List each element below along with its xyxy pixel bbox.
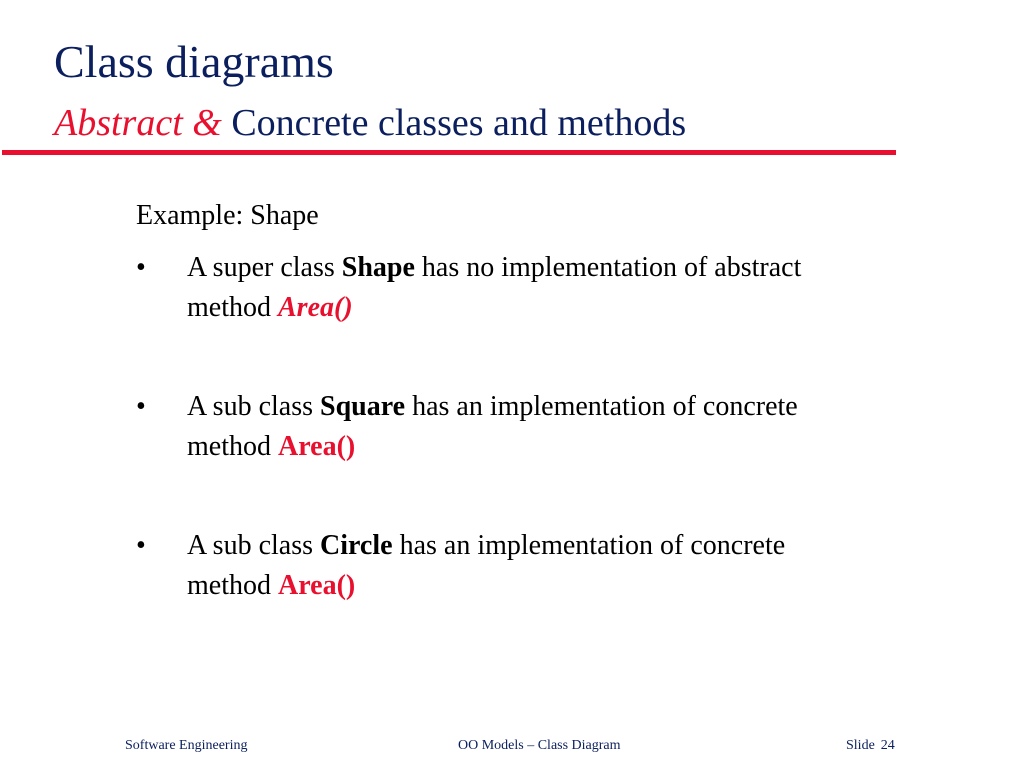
bullet-text-after: has no implementation of abstract: [414, 252, 802, 283]
bullet-text-method-prefix: method: [187, 570, 278, 601]
concrete-method-name: Area(): [278, 570, 356, 601]
bullet-line-2: [187, 427, 957, 467]
concrete-method-name: Area(): [278, 431, 356, 462]
class-name: Square: [320, 391, 406, 422]
bullet-text: [187, 387, 957, 467]
bullet-text-method-prefix: method: [187, 431, 278, 462]
example-label: Example: Shape: [136, 200, 319, 231]
bullet-text-before: A sub class: [187, 391, 320, 422]
footer-course-name: Software Engineering: [125, 738, 248, 753]
slide-subtitle: [54, 100, 686, 146]
bullet-dot: •: [136, 252, 146, 283]
subtitle-abstract-text: Abstract &: [54, 102, 222, 144]
bullet-dot: •: [136, 530, 146, 561]
bullet-line-1: [187, 387, 957, 427]
slide-number: 24: [880, 738, 895, 753]
bullet-dot: •: [136, 391, 146, 422]
abstract-method-name: Area(): [278, 292, 353, 323]
bullet-text-method-prefix: method: [187, 292, 278, 323]
title-underline-rule: [2, 150, 896, 155]
class-name: Shape: [341, 252, 415, 283]
bullet-line-2: [187, 288, 957, 328]
footer-slide-number: [846, 737, 895, 755]
bullet-text-before: A sub class: [187, 530, 320, 561]
footer-topic: OO Models – Class Diagram: [458, 738, 621, 753]
bullet-line-1: [187, 526, 957, 566]
bullet-line-1: [187, 248, 957, 288]
bullet-text: [187, 248, 957, 328]
bullet-line-2: [187, 566, 957, 606]
bullet-text-after: has an implementation of concrete: [405, 391, 798, 422]
slide-label: Slide: [846, 738, 875, 753]
bullet-text-after: has an implementation of concrete: [392, 530, 786, 561]
class-name: Circle: [320, 530, 393, 561]
bullet-text-before: A super class: [187, 252, 342, 283]
subtitle-concrete-text: Concrete classes and methods: [231, 102, 687, 144]
bullet-text: [187, 526, 957, 606]
slide-title: Class diagrams: [54, 36, 334, 87]
